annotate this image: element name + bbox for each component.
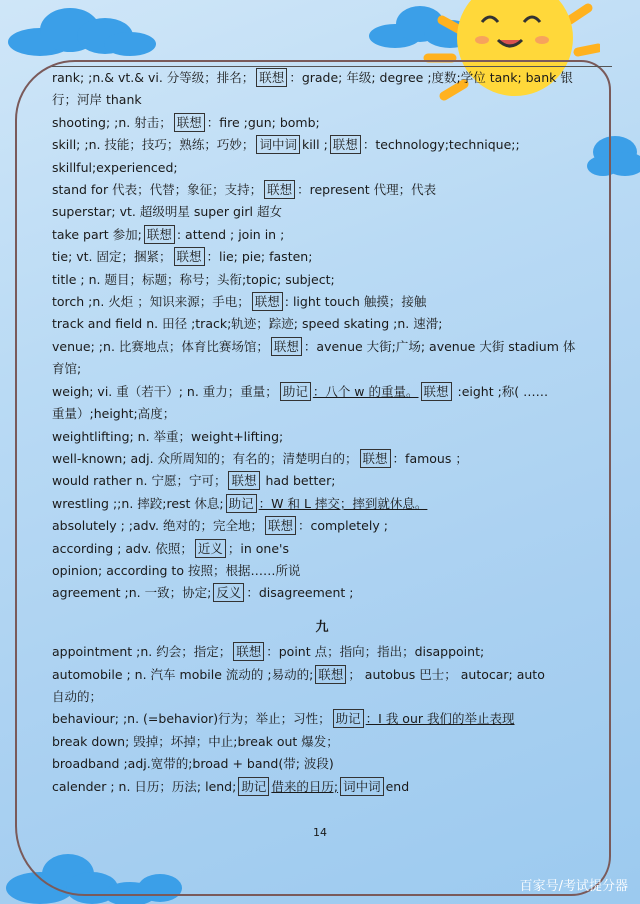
tag-word-in-word: 词中词	[256, 135, 300, 154]
entry-torch: torch ;n. 火炬 ；知识来源；手电； 联想 : light touch 触摸；接触	[52, 294, 427, 310]
entry-tie: tie; vt. 固定；捆紧； 联想 ：lie; pie; fasten;	[52, 249, 313, 265]
tag-assoc: 联想	[315, 665, 346, 684]
entry-broadband: broadband ;adj.宽带的;broad + band(带; 波段)	[52, 756, 334, 772]
entry-venue: venue; ;n. 比赛地点；体育比赛场馆； 联想 ：avenue 大街;广场; avenue 大街 stadium 体	[52, 338, 576, 354]
entry-weightlifting: weightlifting; n. 举重；weight+lifting;	[52, 428, 284, 444]
entry-absolutely: absolutely ; ;adv. 绝对的；完全地； 联想 ：completely ;	[52, 518, 388, 534]
entry-rank-cont: 行；河岸 thank	[52, 92, 142, 108]
entry-behaviour: behaviour; ;n. (=behavior)行为；举止；习性； 助记 ：I 我 our 我们的举止表现	[52, 711, 515, 727]
tag-assoc: 联想	[252, 292, 283, 311]
tag-mnemonic: 助记	[226, 494, 257, 513]
entry-skill: skill; ;n. 技能；技巧；熟练；巧妙； 词中词 kill ; 联想 ：technology;technique;;	[52, 137, 520, 153]
tag-assoc: 联想	[174, 247, 205, 266]
entry-superstar: superstar; vt. 超级明星 super girl 超女	[52, 204, 282, 220]
entry-rank: rank; ;n.& vt.& vi. 分等级；排名； 联想 ：grade; 年级; degree ;度数;学位 tank; bank 银	[52, 70, 573, 85]
entry-appointment: appointment ;n. 约会；指定； 联想 ：point 点；指向；指出；disappoint;	[52, 644, 485, 660]
tag-assoc: 联想	[256, 68, 287, 87]
tag-assoc: 联想	[264, 180, 295, 199]
tag-word-in-word: 词中词	[340, 777, 384, 796]
tag-mnemonic: 助记	[280, 382, 311, 401]
entry-would-rather: would rather n. 宁愿；宁可； 联想 had better;	[52, 473, 336, 489]
tag-assoc: 联想	[233, 642, 264, 661]
entry-title: title ; n. 题目；标题；称号；头衔;topic; subject;	[52, 271, 335, 287]
page-number: 14	[313, 826, 327, 839]
entry-skill-cont: skillful;experienced;	[52, 159, 178, 175]
vocabulary-list	[52, 67, 592, 798]
entry-track-and-field: track and field n. 田径 ;track;轨迹；踪迹; speed skating ;n. 速滑;	[52, 316, 443, 332]
entry-well-known: well-known; adj. 众所周知的；有名的；清楚明白的； 联想 ：famous ；	[52, 450, 468, 466]
tag-antonym: 反义	[213, 583, 244, 602]
entry-weigh-cont: 重量）;height;高度；	[52, 406, 176, 422]
entry-stand-for: stand for 代表；代替；象征；支持； 联想 ：represent 代理；代表	[52, 182, 437, 198]
entry-calender: calender ; n. 日历；历法; lend; 助记 借来的日历; 词中词 end	[52, 778, 410, 794]
tag-assoc: 联想	[228, 471, 259, 490]
tag-assoc: 联想	[144, 225, 175, 244]
entry-according: according ; adv. 依照； 近义 ；in one's	[52, 540, 289, 556]
tag-assoc: 联想	[174, 113, 205, 132]
entry-break-down: break down; 毁掉；坏掉；中止;break out 爆发；	[52, 733, 339, 749]
entry-take-part: take part 参加; 联想 : attend ; join in ;	[52, 226, 285, 242]
entry-wrestling: wrestling ;;n. 摔跤;rest 休息; 助记 ：W 和 L 摔交；摔到就休息。	[52, 495, 428, 511]
cloud-top-left-icon	[0, 0, 180, 60]
entry-shooting: shooting; ;n. 射击； 联想 ：fire ;gun; bomb;	[52, 114, 320, 130]
tag-assoc: 联想	[265, 516, 296, 535]
section-title: 九	[315, 619, 329, 635]
tag-mnemonic: 助记	[333, 709, 364, 728]
entry-according-cont: opinion; according to 按照；根据……所说	[52, 562, 301, 578]
tag-assoc: 联想	[360, 449, 391, 468]
entry-automobile-cont: 自动的；	[52, 688, 103, 704]
tag-assoc: 联想	[421, 382, 452, 401]
tag-assoc: 联想	[330, 135, 361, 154]
entry-agreement: agreement ;n. 一致；协定; 反义 ：disagreement ;	[52, 585, 354, 601]
tag-synonym: 近义	[195, 539, 226, 558]
entry-automobile: automobile ; n. 汽车 mobile 流动的 ;易动的; 联想 ； autobus 巴士； autocar; auto	[52, 666, 545, 682]
tag-assoc: 联想	[271, 337, 302, 356]
watermark: 百家号/考试提分器	[519, 879, 628, 894]
entry-weigh: weigh; vi. 重（若干）; n. 重力；重量； 助记 ：八个 w 的重量。 联想 :eight ;称( ……	[52, 383, 549, 399]
entry-venue-cont: 育馆;	[52, 361, 82, 377]
tag-mnemonic: 助记	[238, 777, 269, 796]
